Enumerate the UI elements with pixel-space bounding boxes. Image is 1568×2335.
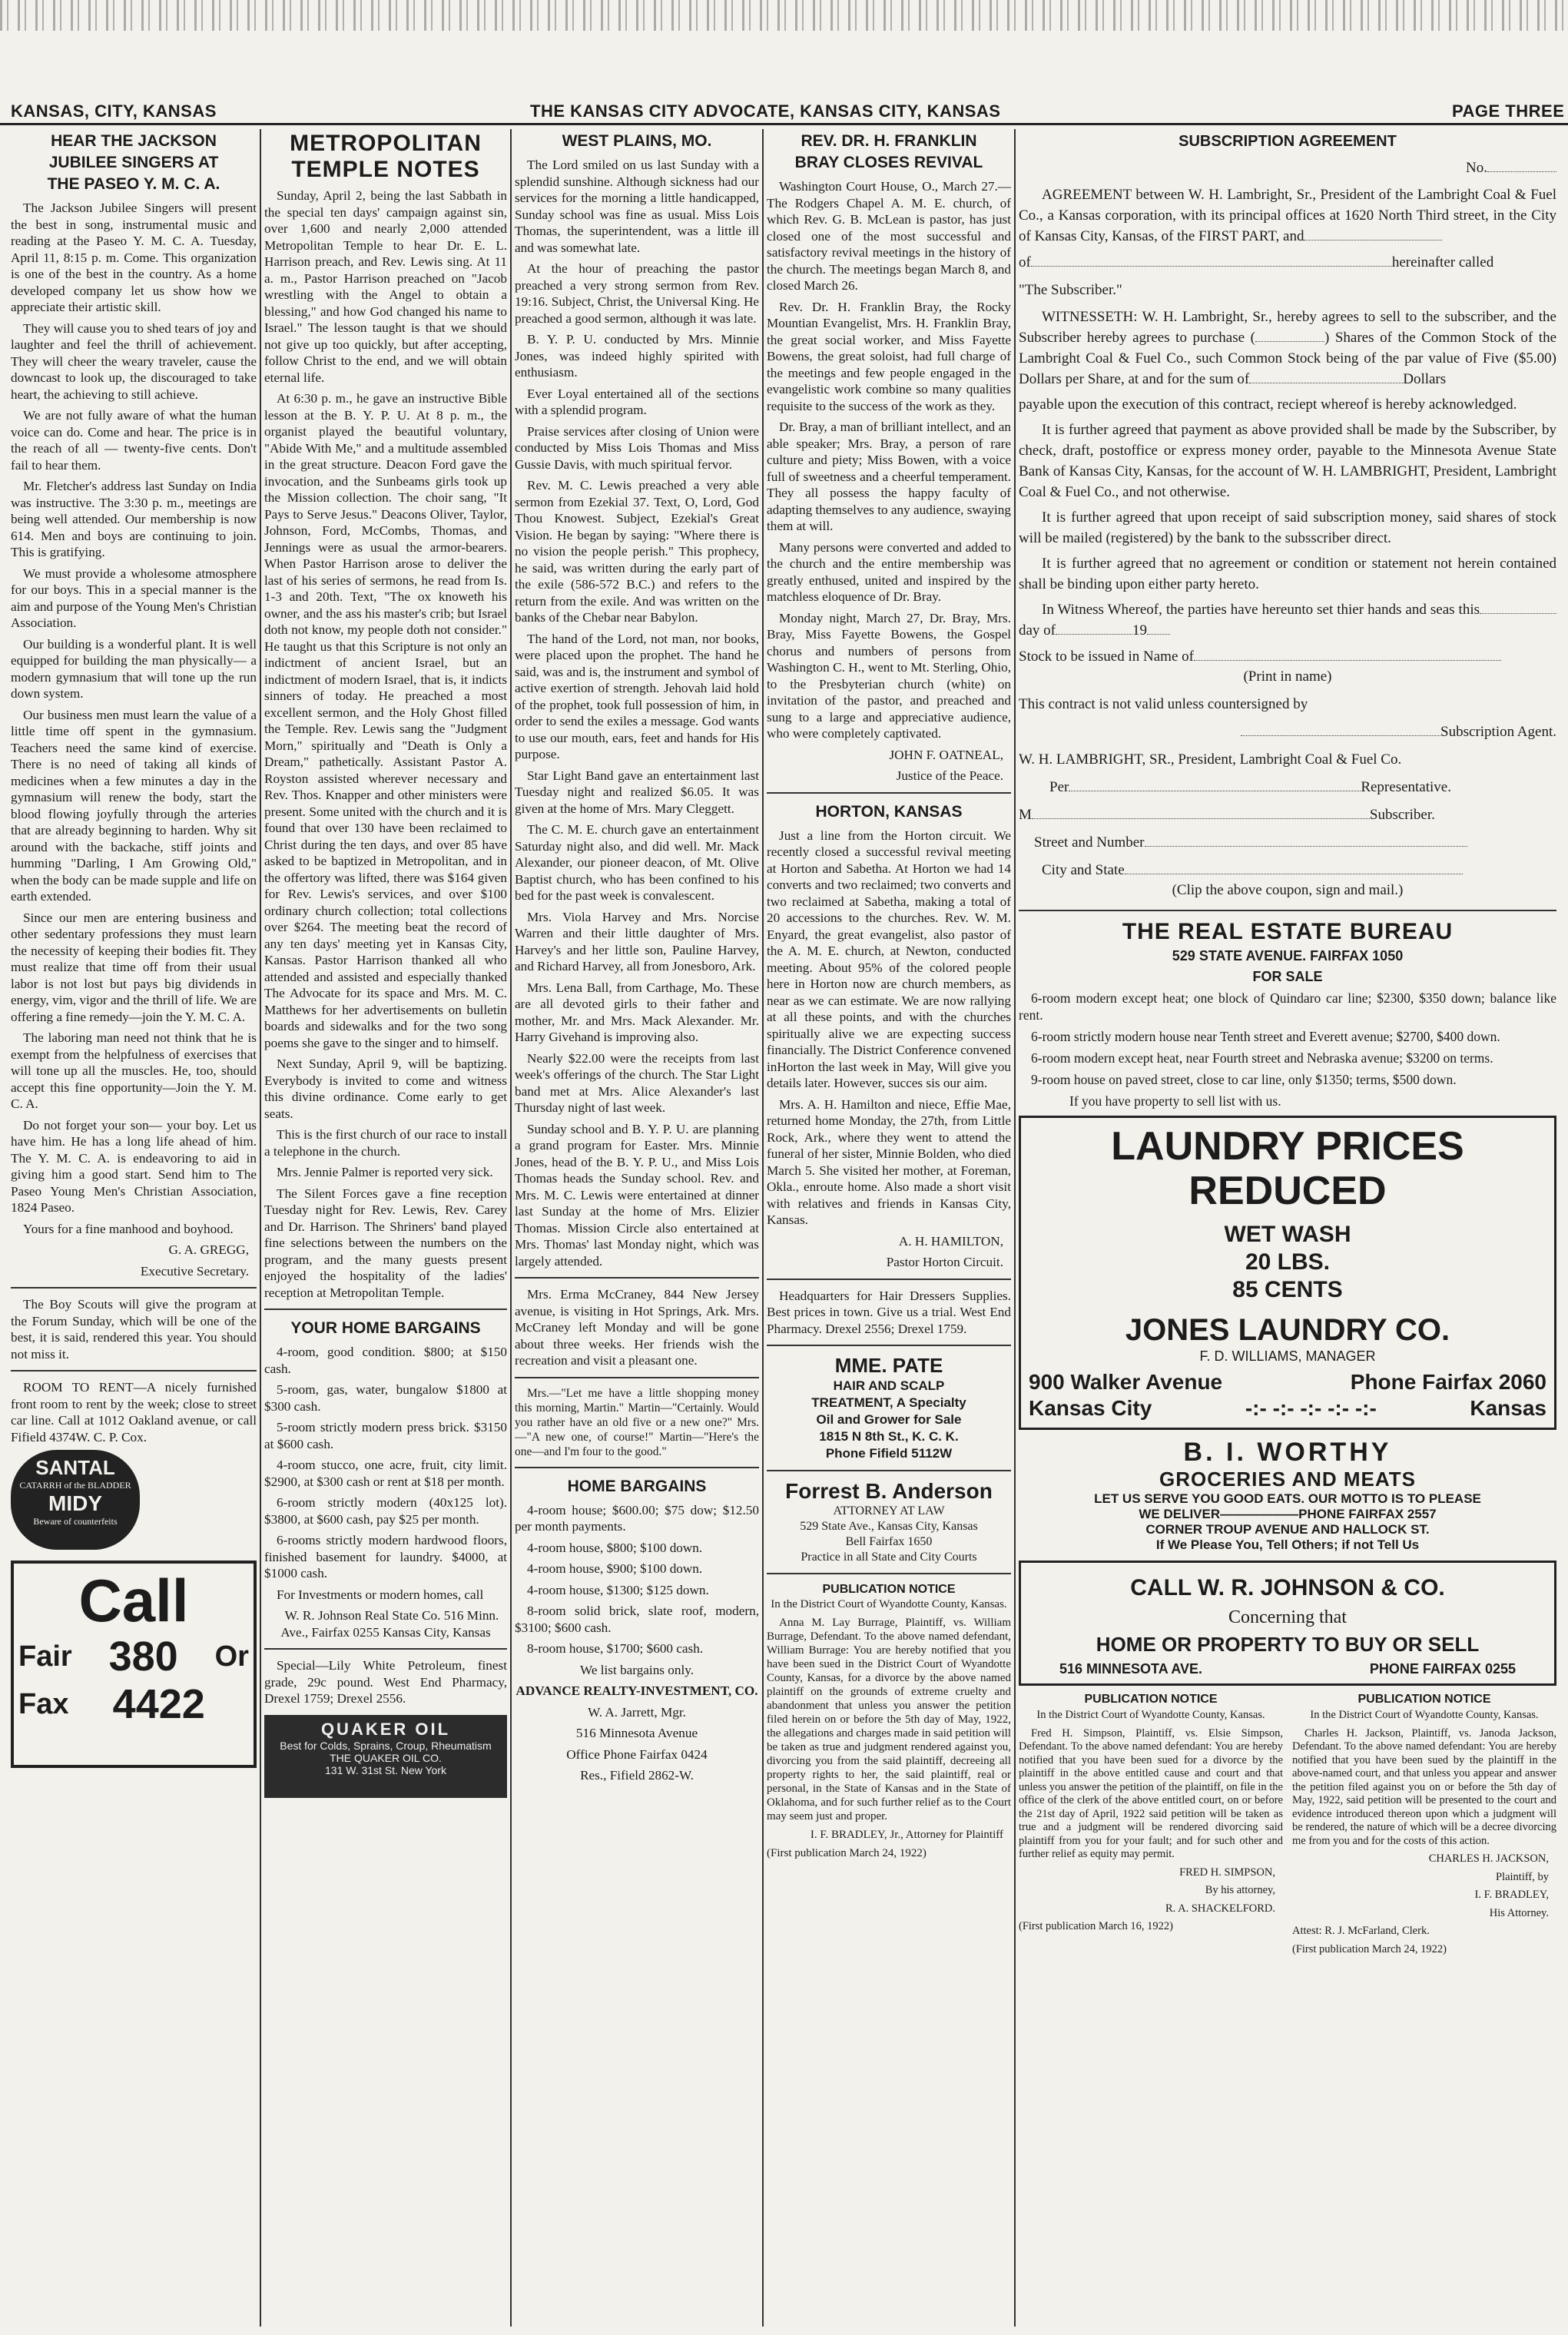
divider [767, 1573, 1011, 1574]
notice-court: In the District Court of Wyandotte County, Kansas. [1310, 1709, 1539, 1721]
bargain-item: 4-room, good condition. $800; at $150 cash. [264, 1345, 507, 1376]
bray-signature-name: JOHN F. OATNEAL, [889, 747, 1003, 762]
west-plains-paragraph: Rev. M. C. Lewis preached a very able sermon from Ezekial 37. Text, O, Lord, God Thou Knowest. Subject, Ezekial's Great Vision. He began by saying: "Where there is no vision the people perish." This prophecy, he said, was written during the early part of the exile (586-572 B.C.) and refers to the return from the exile. And was written on the banks of the Chebar near Babylon. [515, 478, 759, 625]
bureau-for-sale: FOR SALE [1252, 969, 1323, 984]
agreement-text: WITNESSETH: W. H. Lambright, Sr., hereby agrees to sell to the subscriber, and the Subscriber hereby agrees to purchase ( [1019, 309, 1556, 346]
bray-headline [767, 131, 1011, 174]
horton-headline: HORTON, KANSAS [815, 802, 963, 821]
west-plains-paragraph: Mrs. Lena Ball, from Carthage, Mo. These are all devoted girls to their father and mother, Mr. and Mrs. Mack Alexander. Mr. Harry Givehand is improving also. [515, 980, 759, 1044]
blank-field[interactable] [1480, 613, 1556, 614]
laundry-city: Kansas City [1029, 1396, 1152, 1420]
notice-signature: FRED H. SIMPSON, [1179, 1866, 1275, 1879]
bargain-contact: W. R. Johnson Real State Co. 516 Minn. Ave., Fairfax 0255 Kansas City, Kansas [280, 1608, 499, 1640]
bray-title-1: REV. DR. H. FRANKLIN [801, 132, 977, 150]
agreement-paragraph-1 [1019, 184, 1556, 247]
blank-field[interactable] [1255, 341, 1324, 342]
bargain-item: 6-room strictly modern (40x125 lot). $3800, at $600 cash, pay $25 per month. [264, 1495, 507, 1527]
agreement-street-line [1019, 831, 1556, 854]
metropolitan-title-1: METROPOLITAN [290, 131, 482, 156]
quaker-line-3: 131 W. 31st St. New York [325, 1763, 446, 1776]
quaker-line-2: THE QUAKER OIL CO. [330, 1751, 442, 1764]
laundry-manager: F. D. WILLIAMS, MANAGER [1199, 1348, 1376, 1364]
notice-title: PUBLICATION NOTICE [822, 1583, 956, 1596]
humor-dialog [515, 1386, 759, 1459]
blank-field[interactable] [1487, 171, 1556, 172]
west-plains-paragraph: Ever Loyal entertained all of the sections with a splendid program. [515, 386, 759, 417]
home-bargain-item: 4-room house, $900; $100 down. [527, 1561, 703, 1576]
metropolitan-paragraph: At 6:30 p. m., he gave an instructive Bible lesson at the B. Y. P. U. At 8 p. m., the organist played the beautiful voluntary, "Abide With Me," and a multitude assembled in the great structure. Deacon Ford gave the invocation, and the Sunbeams girls took up the Mission collection. The choir sang, "It Pays to Serve Jesus." Deacons Oliver, Taylor, Johnson, Ford, McCombs, Thomas, and Jennings were as usual the armor-bearers. When Pastor Harrison arose to deliver the last of his series of sermons, he read from Is. 1-3 and 20th. Text, "The ox knoweth his owner, and the ass his master's crib; but Israel doth not know, my people doth not consider." He taught us that this Scripture is not only an indictment of ancient Israel, but an indictment of modern Israel, that is, it indicts sinners of today. He preached a most excellent sermon, and the Holy Ghost filled the Temple. Rev. Lewis sang the "Judgment Morn," spiritually and "Death is Only a Dream," pathetically. Assistant Pastor A. Royston assisted wherever necessary and Rev. Thos. Knapper and other ministers were present. Some united with the church and it is found that over 130 have been reclaimed to Christ during the ten days, and over 85 have asked to be baptized in Metropolitan, and in the offertory was lifted, there was $164 given for Rev. Lewis's services, and over $100 ordinary church collection; total collections over $264. The meeting beat the record of any ten days' meeting yet in Kansas City, Kansas. Pastor Harrison thanked all who attended and assisted and especially thanked The Advocate for its space and Mrs. M. C. Matthews for her advertisements on bulletin boards and sidewalks and for the two song poems she gave to the singer and to himself. [264, 391, 507, 1050]
west-plains-paragraph: Star Light Band gave an entertainment last Tuesday night and realized $6.05. It was given at the home of Mrs. Mary Cleggett. [515, 768, 759, 816]
blank-field[interactable] [1194, 660, 1501, 661]
column-rule [762, 129, 764, 2327]
metropolitan-paragraph: The Silent Forces gave a fine reception Tuesday night for Rev. Lewis, Rev. Carey and Dr. Harrison. The Shriners' band played fine selections between the numbers on the program, and the many guests present enjoyed the hospitality of the ladies' reception at Metropolitan Temple. [264, 1186, 507, 1300]
worthy-line: LET US SERVE YOU GOOD EATS. OUR MOTTO IS TO PLEASE [1094, 1491, 1481, 1506]
west-plains-paragraph: The C. M. E. church gave an entertainment Saturday night also, and did well. Mr. Mack Alexander, our pioneer deacon, of Mt. Olive Baptist church, who has been confined to his bed for the past week is convalescent. [515, 822, 759, 903]
home-bargains-title: HOME BARGAINS [567, 1477, 707, 1495]
metropolitan-paragraph: Mrs. Jennie Palmer is reported very sick. [277, 1165, 493, 1179]
bargain-item: For Investments or modern homes, call [277, 1587, 484, 1602]
worthy-line: WE DELIVER——————PHONE FAIRFAX 2557 [1139, 1507, 1437, 1521]
metropolitan-paragraph: Sunday, April 2, being the last Sabbath in the special ten days' campaign against sin, over 1,600 and nearly 2,000 attended Metropolitan Temple to hear Dr. E. L. Harrison preach, and Rev. Lewis sing. At 11 a. m., Pastor Harrison preached on "Jacob wrestling with the Angel to obtain a blessing," and how God changed his name to Israel." The lesson taught is that we should not give up too quickly, but after accepting, follow Christ to the end, and we will obtain eternal life. [264, 188, 507, 385]
johnson-phone: PHONE FAIRFAX 0255 [1369, 1661, 1516, 1677]
bureau-address: 529 STATE AVENUE. FAIRFAX 1050 [1172, 948, 1404, 964]
west-plains-paragraph: B. Y. P. U. conducted by Mrs. Minnie Jones, was indeed highly spirited with enthusiasm. [515, 332, 759, 380]
west-plains-paragraph: Praise services after closing of Union were conducted by Miss Lois Thomas and Miss Gussie Davis, with much spiritual fervor. [515, 423, 759, 472]
pate-line: TREATMENT, A Specialty [811, 1395, 966, 1410]
agreement-text: Street and Number [1034, 834, 1145, 851]
agreement-paragraph-2c: payable upon the execution of this contract, reciept whereof is hereby acknowledged. [1019, 396, 1517, 413]
laundry-address: 900 Walker Avenue [1029, 1370, 1223, 1394]
blank-field[interactable] [1241, 735, 1440, 736]
mme-pate-ad [767, 1354, 1011, 1462]
laundry-city-row [1029, 1395, 1546, 1421]
agreement-text: Subscription Agent. [1440, 724, 1556, 740]
blank-field[interactable] [1145, 846, 1467, 847]
agreement-text: Subscriber. [1369, 807, 1435, 823]
laundry-address-row [1029, 1369, 1546, 1395]
anderson-line: 529 State Ave., Kansas City, Kansas [800, 1520, 978, 1533]
notice-court: In the District Court of Wyandotte County, Kansas. [771, 1598, 1007, 1610]
jones-laundry-ad [1019, 1116, 1556, 1430]
agreement-text: Representative. [1361, 779, 1451, 795]
laundry-phone: Phone Fairfax 2060 [1350, 1370, 1546, 1394]
agreement-hereinafter: hereinafter called [1391, 254, 1494, 270]
jubilee-title-3: THE PASEO Y. M. C. A. [47, 175, 220, 193]
notice-court: In the District Court of Wyandotte County, Kansas. [1036, 1709, 1265, 1721]
agreement-text: Dollars [1403, 371, 1447, 387]
bray-paragraph: Dr. Bray, a man of brilliant intellect, and an able speaker; Mrs. Bray, a person of rare culture and piety; Miss Bowen, with a voice full of sweetness and a cheerful temperament. They all possess the happy faculty of adapting themselves to any audience, swaying them at will. [767, 420, 1011, 533]
agreement-paragraph-2 [1019, 307, 1556, 390]
blank-field[interactable] [1032, 818, 1370, 819]
west-plains-paragraph: The hand of the Lord, not man, nor books, were placed upon the prophet. The hand he said, was and is, the instrument and symbol of active exertion of strength. Jehovah laid hold of the prophet, took full possession of him, in order to send the exiles a message. God wants to use our mouth, ears, feet and hands for His purpose. [515, 631, 759, 761]
agreement-paragraph-3: It is further agreed that payment as above provided shall be made by the Subscriber, by check, draft, postoffice or express money order, payable to the Minnesota Avenue State Bank of Kansas City, Kansas, for the account of W. H. LAMBRIGHT, President, Lambright Coal & Fuel Co., and not otherwise. [1019, 422, 1556, 500]
scouts-notice: The Boy Scouts will give the program at the Forum Sunday, which will be one of the best, it is said, rendered this year. You should not miss it. [11, 1297, 257, 1362]
bargain-item: 6-rooms strictly modern hardwood floors, finished basement for laundry. $4000, at $1000 cash. [264, 1533, 507, 1580]
jackson-notice [1292, 1692, 1556, 1961]
agreement-paragraph-6 [1019, 599, 1556, 641]
notice-signature: I. F. BRADLEY, [1474, 1889, 1549, 1901]
home-bargain-item: 8-room solid brick, slate roof, modern, $3100; $600 cash. [515, 1604, 759, 1635]
divider [264, 1648, 507, 1650]
jubilee-signature-title: Executive Secretary. [140, 1263, 249, 1279]
agreement-text: In Witness Whereof, the parties have hereunto set thier hands and seas this [1042, 602, 1480, 618]
jubilee-title-2: JUBILEE SINGERS AT [48, 154, 219, 171]
horton-paragraph: Mrs. A. H. Hamilton and niece, Effie Mae, returned home Monday, the 27th, from Little Rock, Ark., where they went to attend the funeral of her sister, Minnie Bolden, who died March 5. She visited her mother, at Foreman, Okla., enroute home. Also made a short visit with relatives and friends in Kansas City, Kansas. [767, 1096, 1011, 1227]
metropolitan-paragraph: This is the first church of our race to install a telephone in the church. [264, 1127, 507, 1159]
home-bargain-item: 4-room house, $1300; $125 down. [527, 1582, 709, 1597]
pate-line: HAIR AND SCALP [833, 1378, 945, 1393]
agreement-text: City and State [1042, 862, 1125, 878]
laundry-title-1: LAUNDRY PRICES [1111, 1124, 1464, 1169]
bray-paragraph: Rev. Dr. H. Franklin Bray, the Rocky Mountian Evangelist, Mrs. H. Franklin Bray, the great social worker, and Miss Fayette Bowens, the great soloist, had full charge of the meetings and few people engaged in the evangelistic work combine so many qualities requisite to the success of the work as they. [767, 299, 1011, 413]
home-bargain-item: 4-room house; $600.00; $75 dow; $12.50 per month payments. [515, 1502, 759, 1534]
hb-footer-3: W. A. Jarrett, Mgr. [588, 1704, 686, 1720]
metropolitan-headline [264, 131, 507, 183]
quaker-title: QUAKER OIL [320, 1719, 451, 1739]
divider [767, 1279, 1011, 1280]
call-row-1 [18, 1633, 249, 1680]
bureau-item: 6-room modern except heat; one block of Quindaro car line; $2300, $350 down; balance like rent. [1019, 990, 1556, 1023]
jubilee-title-1: HEAR THE JACKSON [51, 132, 217, 150]
blank-field[interactable] [1147, 634, 1170, 635]
agreement-wh: W. H. LAMBRIGHT, SR., President, Lambright Coal & Fuel Co. [1019, 751, 1402, 768]
bray-signature-title: Justice of the Peace. [896, 768, 1003, 783]
johnson-co-ad [1019, 1561, 1556, 1686]
divider [515, 1277, 759, 1279]
home-bargain-item: 8-room house, $1700; $600 cash. [527, 1641, 704, 1656]
masthead-page: PAGE THREE [1452, 101, 1565, 121]
call-number-2: 4422 [112, 1681, 205, 1727]
horton-signature-name: A. H. HAMILTON, [898, 1233, 1003, 1249]
santal-line-3: CATARRH of the BLADDER [19, 1480, 131, 1491]
worthy-line: If We Please You, Tell Others; if not Tell Us [1155, 1537, 1420, 1552]
agreement-subscriber-quote: "The Subscriber." [1019, 282, 1122, 298]
divider [767, 1470, 1011, 1471]
west-plains-paragraph: Sunday school and B. Y. P. U. are planning a grand program for Easter. Mrs. Minnie Jones, head of the B. Y. P. U., and Miss Lois Thomas heads the Sunday school. Rev. and Mrs. M. C. Lewis were entertained at dinner last Sunday at the home of Mrs. Elizier Thomas. Mission Circle also entertained at Mrs. Thomas' last Monday night, which was largely attended. [515, 1121, 759, 1269]
jubilee-paragraph: They will cause you to shed tears of joy and laughter and feel the thrill of achievement. They will cheer the weary traveler, cause the downcast to look up, the discouraged to take heart, the achieving to still achieve. [11, 320, 257, 402]
mccraney-notice: Mrs. Erma McCraney, 844 New Jersey avenue, is visiting in Hot Springs, Ark. Mrs. McCraney left Monday and will be gone about three weeks. Her friends wish the recreation and visit a pleasant one. [515, 1287, 759, 1368]
masthead-center: THE KANSAS CITY ADVOCATE, KANSAS CITY, KANSAS [530, 101, 1001, 121]
real-estate-bureau-ad [1019, 919, 1556, 1109]
pate-line: Phone Fifield 5112W [825, 1446, 953, 1461]
hb-footer-2: ADVANCE REALTY-INVESTMENT, CO. [515, 1683, 758, 1698]
horton-signature-title: Pastor Horton Circuit. [886, 1255, 1003, 1269]
bray-paragraph: Washington Court House, O., March 27.—The Rodgers Chapel A. M. E. church, of which Rev. G. B. McLean is pastor, has just closed one of the most successful and satisfactory revival meetings in the history of the church. The meetings began March 8, and closed March 26. [767, 179, 1011, 293]
agreement-no-label: No. [1466, 160, 1487, 176]
jubilee-paragraph: Since our men are entering business and other sedentary professions they must learn the necessity of keeping their bodies fit. They must realize that time off from their usual labor is not lost but pays big dividends in energy, vim, vigor and the thrill of life. We are offering a fine remedy—join the Y. M. C. A. [11, 910, 257, 1024]
santal-midy-ad [11, 1450, 140, 1550]
bray-title-2: BRAY CLOSES REVIVAL [794, 154, 983, 171]
subscription-agreement [1019, 131, 1556, 902]
agreement-text: M [1019, 807, 1032, 823]
divider [515, 1377, 759, 1378]
column-1 [11, 129, 257, 2327]
laundry-line: 85 CENTS [1232, 1277, 1343, 1302]
special-petroleum-ad: Special—Lily White Petroleum, finest grade, 29c pound. West End Pharmacy, Drexel 1759; Drexel 2556. [264, 1658, 507, 1706]
agreement-text: Per [1049, 779, 1069, 795]
publication-notices [1019, 1692, 1556, 1961]
notice-signature: By his attorney, [1205, 1884, 1275, 1896]
divider [515, 1467, 759, 1468]
notice-attest: Attest: R. J. McFarland, Clerk. [1292, 1925, 1430, 1937]
bray-paragraph: Monday night, March 27, Dr. Bray, Mrs. Bray, Miss Fayette Bowens, the Gospel chorus and numbers of persons from Washington C. H., went to Mt. Sterling, Ohio, to the Presbyterian church (white) on invitation of the pastor, and preached and sung to a large and appreciative audience, who were completely captivated. [767, 610, 1011, 741]
johnson-concerning: Concerning that [1228, 1607, 1347, 1627]
notice-signature: CHARLES H. JACKSON, [1428, 1852, 1549, 1865]
worthy-subtitle: GROCERIES AND MEATS [1159, 1468, 1416, 1491]
column-2 [264, 129, 507, 2327]
blank-field[interactable] [1031, 266, 1392, 267]
worthy-title: B. I. WORTHY [1183, 1438, 1392, 1467]
pate-line: 1815 N 8th St., K. C. K. [819, 1429, 959, 1444]
divider [264, 1308, 507, 1310]
home-bargain-item: 4-room house, $800; $100 down. [527, 1540, 703, 1555]
agreement-of-line [1019, 251, 1556, 274]
column-4 [767, 129, 1011, 2327]
agreement-paragraph-5: It is further agreed that no agreement or condition or statement not herein contained shall be binding upon either party hereto. [1019, 556, 1556, 592]
agreement-valid: This contract is not valid unless countersigned by [1019, 696, 1308, 712]
jubilee-paragraph: The laboring man need not think that he is exempt from the helpfulness of exercises that will tone up all the muscles. He, too, should accept this fine opportunity—Join the Y. M. C. A. [11, 1030, 257, 1111]
divider [11, 1370, 257, 1371]
humor-dialog-text: Mrs.—"Let me have a little shopping money this morning, Martin." Martin—"Certainly. Would you rather have an old five or a new one?" Mrs.—"A new one, of course!" Martin—"Here's the one—and I'm four to the good." [515, 1386, 759, 1458]
agreement-of: of [1019, 254, 1031, 270]
jubilee-paragraph: We are not fully aware of what the human voice can do. Come and hear. The price is in the reach of all — twenty-five cents. Don't fail to hear them. [11, 408, 257, 473]
worthy-line: CORNER TROUP AVENUE AND HALLOCK ST. [1145, 1522, 1430, 1537]
pate-line: Oil and Grower for Sale [816, 1412, 962, 1427]
west-plains-paragraph: Mrs. Viola Harvey and Mrs. Norcise Warren and their little daughter of Mrs. Harvey's and her little son, Pauline Harvey, and Richard Harvey, all from Jonesboro, Ark. [515, 909, 759, 973]
agreement-text: ) Shares of the Common Stock of the Lambright Coal & Fuel Co., such Common Stock being of the par value of Five ($5.00) Dollars per Share, at and for the sum of [1019, 330, 1556, 387]
notice-publication-date: (First publication March 16, 1922) [1019, 1920, 1173, 1932]
bureau-item: 6-room modern except heat, near Fourth street and Nebraska avenue; $3200 on terms. [1031, 1050, 1493, 1066]
bureau-title: THE REAL ESTATE BUREAU [1122, 919, 1454, 944]
anderson-line: ATTORNEY AT LAW [833, 1504, 945, 1517]
divider [767, 792, 1011, 794]
divider [11, 1287, 257, 1289]
jubilee-paragraph: Our building is a wonderful plant. It is well equipped for building the man physically— a modern gymnasium that will tone up the run down system. [11, 636, 257, 701]
jubilee-headline [11, 131, 257, 195]
notice-body: Anna M. Lay Burrage, Plaintiff, vs. William Burrage, Defendant. To the above named defendant, William Burrage: You are hereby notified that you have been sued in the District Court of Wyandotte County, Kansas, for a divorce by the above named plaintiff on the grounds of extreme cruelty and abandonment that unless you answer the petition filed herein on or before the 5th day of May, 1922, the allegations and charges made in said petition will be taken as true and judgment rendered against you, divorcing you from the said plaintiff, decreeing all property rights to her, the said plaintiff, real or personal, in the State of Kansas and in the State of Oklahoma, and for such further relief as to the Court may seem just and proper. [767, 1617, 1011, 1823]
horton-paragraph: Just a line from the Horton circuit. We recently closed a successful revival meeting at Horton and Sabetha. At Horton we had 14 converts and two reclaimed; two converts and two reclaimed at Sabetha, making a total of 20 accessions to the churches. Rev. W. M. Enyard, the great evangelist, also pastor of the A. M. E. church, at Newton, conducted meeting. About 95% of the colored people here in Horton now are church members, as near as we can estimate. We are now rallying at all these points, and with the churches spiritually alive we are expecting success financially. The District Conference convened inHorton the last week in May, Will give you details later. However, succes sis our aim. [767, 828, 1011, 1090]
agreement-text: day of [1019, 622, 1056, 638]
notice-publication-date: (First publication March 24, 1922) [1292, 1942, 1447, 1955]
column-rule [260, 129, 261, 2327]
anderson-line: Practice in all State and City Courts [801, 1551, 977, 1564]
hb-footer-5: Office Phone Fairfax 0424 [566, 1746, 708, 1762]
notice-title: PUBLICATION NOTICE [1084, 1693, 1218, 1706]
west-plains-headline: WEST PLAINS, MO. [562, 132, 712, 150]
laundry-state: Kansas [1470, 1396, 1546, 1420]
notice-title: PUBLICATION NOTICE [1357, 1693, 1491, 1706]
agreement-text: Stock to be issued in Name of [1019, 648, 1194, 665]
notice-signature: His Attorney. [1489, 1906, 1549, 1919]
santal-line-1: SANTAL [35, 1456, 115, 1479]
ink-bleed-edge [0, 0, 1568, 31]
simpson-notice [1019, 1692, 1283, 1961]
agreement-agent-line [1019, 721, 1556, 744]
johnson-address: 516 MINNESOTA AVE. [1059, 1661, 1203, 1677]
quaker-oil-ad [264, 1715, 507, 1798]
agreement-text: AGREEMENT between W. H. Lambright, Sr., President of the Lambright Coal & Fuel Co., a Kansas corporation, with its principal offices at 1620 North Third street, in the City of Kansas City, Kansas, of the FIRST PART, and [1019, 187, 1556, 244]
jubilee-signature-name: G. A. GREGG, [168, 1242, 249, 1257]
johnson-title: CALL W. R. JOHNSON & CO. [1130, 1575, 1445, 1600]
divider [767, 1345, 1011, 1346]
anderson-attorney-ad [767, 1479, 1011, 1565]
anderson-title: Forrest B. Anderson [785, 1479, 993, 1503]
blank-field[interactable] [1056, 634, 1132, 635]
jubilee-paragraph: Mr. Fletcher's address last Sunday on India was instructive. The 3:30 p. m., meetings are being well attended. Our membership is now 614. Men and boys are continuing to join. This is gratifying. [11, 479, 257, 559]
hb-footer-1: We list bargains only. [579, 1662, 694, 1677]
notice-signature: I. F. BRADLEY, Jr., Attorney for Plaintiff [810, 1829, 1003, 1841]
agreement-paragraph-4: It is further agreed that upon receipt of said subscription money, said shares of stock will be mailed (registered) by the bank to the subsscriber direct. [1019, 509, 1556, 546]
bureau-footer: If you have property to sell list with us. [1069, 1093, 1281, 1109]
bray-paragraph: Many persons were converted and added to the church and the entire membership was greatly enthused, united and inspired by the matchless eloquence of Dr. Bray. [767, 539, 1011, 604]
call-word: Call [78, 1567, 189, 1634]
hair-supplies-ad: Headquarters for Hair Dressers Supplies. Best prices in town. Give us a trial. West End Pharmacy. Drexel 2556; Drexel 1759. [767, 1288, 1011, 1336]
masthead-rule [0, 123, 1568, 125]
notice-signature: Plaintiff, by [1495, 1870, 1549, 1883]
notice-body: Fred H. Simpson, Plaintiff, vs. Elsie Simpson, Defendant. To the above named defendant: You are hereby notified that you have been sued for a divorce by the plaintiff in the above entitled cause and court and that unless you answer the petition of the plaintiff, on file in the office of the clerk of the above entitled court, on or before the 21st day of April, 1922 said petition will be taken as true and a judgment will be rendered divorcing said plaintiff from you for your fault; and for such other and further relief as equity may permit. [1019, 1726, 1283, 1860]
laundry-line: 20 LBS. [1245, 1249, 1331, 1275]
burrage-publication-notice [767, 1582, 1011, 1860]
jubilee-paragraph: The Jackson Jubilee Singers will present the best in song, instrumental music and reading at the Paseo Y. M. C. A. Tuesday, April 11, 8:15 p. m. Come. This organization is one of the best in the country. As a home developed company let us show how we appreciate their artistic skill. [11, 201, 257, 314]
call-fax-label: Fax [18, 1687, 69, 1720]
metropolitan-paragraph: Next Sunday, April 9, will be baptizing. Everybody is invited to come and witness this divine ordinance. Come early to get seats. [264, 1056, 507, 1121]
agreement-m-line [1019, 804, 1556, 827]
worthy-groceries-ad [1019, 1438, 1556, 1553]
bargain-item: 4-room stucco, one acre, fruit, city limit. $2900, at $300 cash or rent at $18 per month. [264, 1458, 507, 1489]
hb-footer-4: 516 Minnesota Avenue [575, 1726, 698, 1740]
column-rule [510, 129, 512, 2327]
jubilee-paragraph: Our business men must learn the value of a little time off spent in the gymnasium. Teachers need the same kind of exercise. There is no need of taking all kinds of medicines when a few minutes a day in the gymnasium will renew the body, start the blood flowing joyfully through the arteries that are already beginning to harden. Why sit around with the backache, stiff joints and humming "Darling, I Am Growing Old," when the body can be made supple and life on earth extended. [11, 707, 257, 904]
jubilee-paragraph: Yours for a fine manhood and boyhood. [23, 1221, 234, 1236]
agreement-print: (Print in name) [1243, 668, 1332, 685]
notice-publication-date: (First publication March 24, 1922) [767, 1847, 927, 1859]
jubilee-paragraph: Do not forget your son— your boy. Let us have him. He has a long life ahead of him. The Y. M. C. A. is endeavoring to aid in giving him a good start. Send him to The Paseo Young Men's Christian Association, 1824 Paseo. [11, 1117, 257, 1215]
call-ad [11, 1561, 257, 1768]
santal-line-4: Beware of counterfeits [33, 1516, 118, 1527]
call-number-1: 380 [108, 1634, 178, 1680]
column-3 [515, 129, 759, 2327]
laundry-title-2: REDUCED [1188, 1169, 1387, 1213]
call-fair-label: Fair [18, 1640, 72, 1673]
west-plains-paragraph: The Lord smiled on us last Sunday with a splendid sunshine. Although sickness had our services for the morning a little handicapped, Sunday school was fine as usual. Miss Lois Thomas, the superintendent, was a little ill and was somewhat late. [515, 158, 759, 255]
bureau-item: 9-room house on paved street, close to car line, only $1350; terms, $500 down. [1031, 1072, 1457, 1087]
column-rule [1014, 129, 1016, 2327]
agreement-number [1019, 157, 1556, 180]
metropolitan-title-2: TEMPLE NOTES [291, 157, 480, 182]
quaker-line-1: Best for Colds, Sprains, Croup, Rheumatism [280, 1739, 492, 1752]
masthead-left: KANSAS, CITY, KANSAS [11, 101, 217, 121]
laundry-company: JONES LAUNDRY CO. [1125, 1313, 1450, 1347]
notice-body: Charles H. Jackson, Plaintiff, vs. Janoda Jackson, Defendant. To the above named defendant: You are hereby notified that you have been sued by the plaintiff in the above-named court, and that unless you appear and answer the petition filed against you on or before the 5th day of May, 1922, said petition will be presented to the court and evidence introduced thereon upon which a judgment will be rendered, the nature of which will be a decree divorcing me from you and for the costs of this action. [1292, 1726, 1556, 1847]
agreement-clip: (Clip the above coupon, sign and mail.) [1172, 882, 1404, 898]
pate-title: MME. PATE [834, 1354, 943, 1377]
agreement-text: 19 [1132, 622, 1148, 638]
anderson-line: Bell Fairfax 1650 [845, 1535, 933, 1548]
bargain-item: 5-room strictly modern press brick. $3150 at $600 cash. [264, 1420, 507, 1451]
column-5 [1019, 129, 1556, 2327]
agreement-per-line [1019, 776, 1556, 799]
johnson-contact-row [1029, 1661, 1546, 1677]
laundry-line: WET WASH [1224, 1222, 1351, 1247]
laundry-dots: -:- -:- -:- -:- -:- [1245, 1396, 1377, 1420]
jubilee-paragraph: We must provide a wholesome atmosphere for our boys. This in a special manner is the aim and purpose of the Young Men's Christian Association. [11, 566, 257, 630]
room-to-rent-ad: ROOM TO RENT—A nicely furnished front room to rent by the week; close to street car line. Call at 1012 Oakland avenue, or call Fifield 4374W. C. P. Cox. [11, 1380, 257, 1444]
notice-signature: R. A. SHACKELFORD. [1165, 1902, 1275, 1915]
agreement-title: SUBSCRIPTION AGREEMENT [1178, 133, 1397, 150]
call-or-label: Or [214, 1640, 249, 1673]
your-home-bargains-title: YOUR HOME BARGAINS [290, 1319, 481, 1337]
west-plains-paragraph: Nearly $22.00 were the receipts from last week's offerings of the church. The Star Light band met at Mrs. Alice Alexander's last Thursday night of last week. [515, 1050, 759, 1115]
divider [1019, 910, 1556, 911]
hb-footer-6: Res., Fifield 2862-W. [580, 1768, 694, 1783]
west-plains-paragraph: At the hour of preaching the pastor preached a very strong sermon from Rev. 19:16. Subject, Christ, the Universal King. He preached a good sermon, although it was late. [515, 261, 759, 326]
santal-line-2: MIDY [48, 1491, 102, 1515]
johnson-headline: HOME OR PROPERTY TO BUY OR SELL [1096, 1633, 1480, 1656]
call-row-2 [18, 1680, 249, 1728]
bureau-item: 6-room strictly modern house near Tenth street and Everett avenue; $2700, $400 down. [1031, 1029, 1500, 1044]
bargain-item: 5-room, gas, water, bungalow $1800 at $300 cash. [264, 1382, 507, 1414]
